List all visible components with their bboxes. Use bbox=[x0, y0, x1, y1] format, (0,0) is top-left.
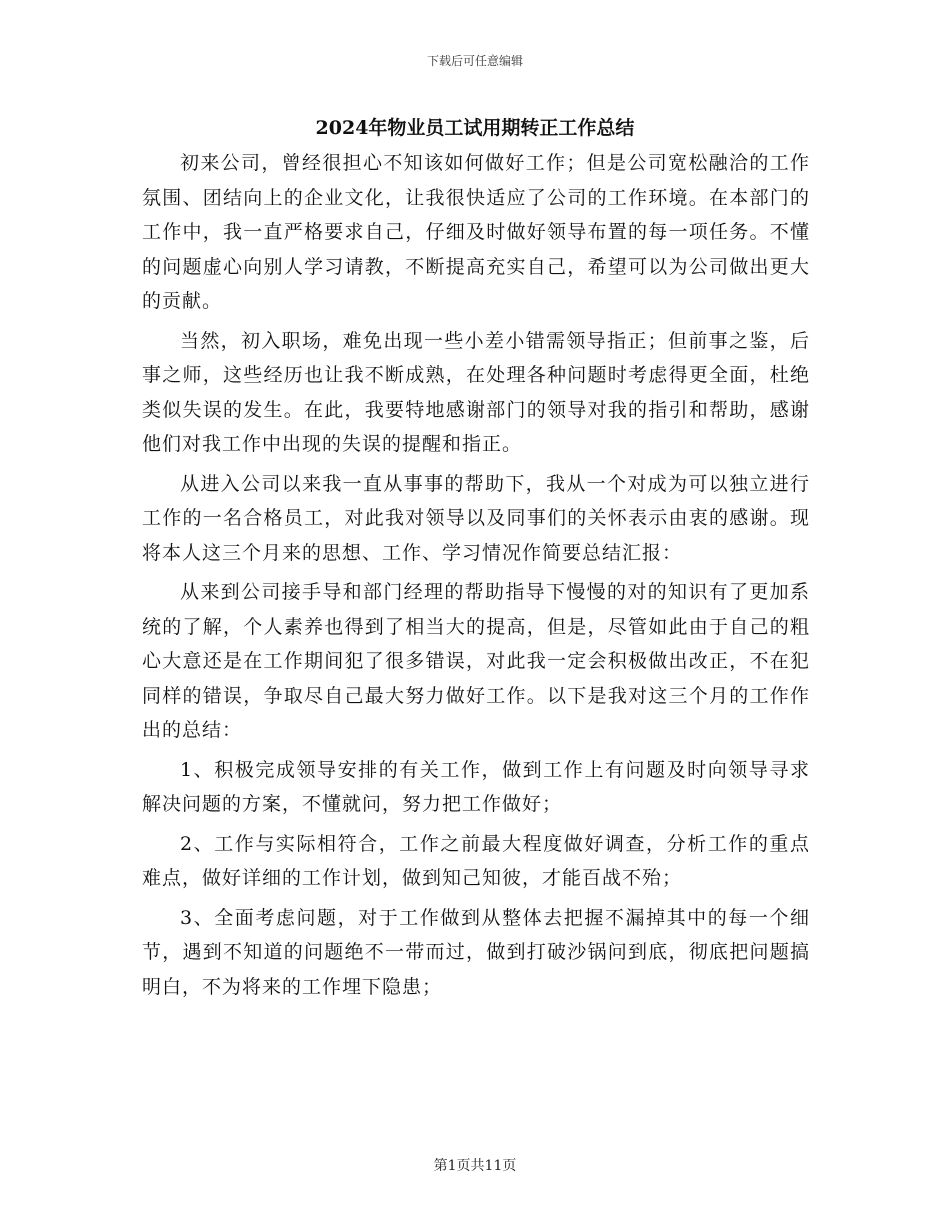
document-title: 2024年物业员工试用期转正工作总结 bbox=[315, 117, 635, 139]
page-number: 第1页共11页 bbox=[433, 1158, 517, 1174]
document-body bbox=[142, 146, 810, 1004]
download-note: 下载后可任意编辑 bbox=[426, 54, 523, 68]
paragraph-gratitude: 从进入公司以来我一直从事事的帮助下，我从一个对成为可以独立进行工作的一名合格员工，对此我对领导以及同事们的关怀表示由衷的感谢。现将本人这三个月来的思想、工作、学习情况作简要总结汇报： bbox=[142, 472, 810, 564]
paragraph-mistakes: 当然，初入职场，难免出现一些小差小错需领导指正；但前事之鉴，后事之师，这些经历也让我不断成熟，在处理各种问题时考虑得更全面，杜绝类似失误的发生。在此，我要特地感谢部门的领导对我的指引和帮助，感谢他们对我工作中出现的失误的提醒和指正。 bbox=[142, 329, 810, 455]
paragraph-intro: 初来公司，曾经很担心不知该如何做好工作；但是公司宽松融洽的工作氛围、团结向上的企业文化，让我很快适应了公司的工作环境。在本部门的工作中，我一直严格要求自己，仔细及时做好领导布置的每一项任务。不懂的问题虚心向别人学习请教，不断提高充实自己，希望可以为公司做出更大的贡献。 bbox=[142, 152, 810, 312]
list-item-3: 3、全面考虑问题，对于工作做到从整体去把握不漏掉其中的每一个细节，遇到不知道的问题绝不一带而过，做到打破沙锅问到底，彻底把问题搞明白，不为将来的工作埋下隐患； bbox=[142, 906, 810, 998]
paragraph-learning: 从来到公司接手导和部门经理的帮助指导下慢慢的对的知识有了更加系统的了解，个人素养也得到了相当大的提高，但是，尽管如此由于自己的粗心大意还是在工作期间犯了很多错误，对此我一定会积极做出改正，不在犯同样的错误，争取尽自己最大努力做好工作。以下是我对这三个月的工作作出的总结： bbox=[142, 581, 810, 741]
list-item-2: 2、工作与实际相符合，工作之前最大程度做好调查，分析工作的重点难点，做好详细的工作计划，做到知己知彼，才能百战不殆； bbox=[142, 832, 810, 889]
list-item-1: 1、积极完成领导安排的有关工作，做到工作上有问题及时向领导寻求解决问题的方案，不懂就问，努力把工作做好； bbox=[142, 758, 810, 815]
